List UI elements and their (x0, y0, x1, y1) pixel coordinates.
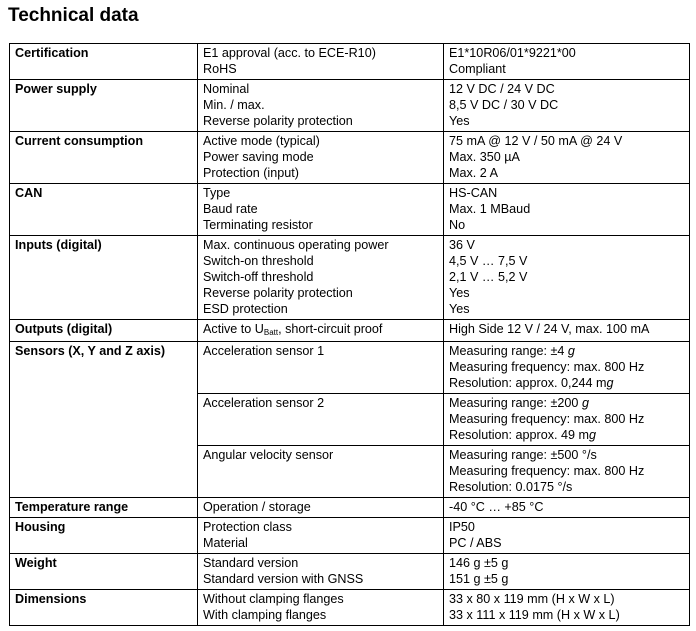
sensor-name: Acceleration sensor 2 (198, 394, 444, 446)
row-category: Inputs (digital) (10, 236, 198, 320)
sensor-specs: Measuring range: ±4 g Measuring frequency: max. 800 Hz Resolution: approx. 0,244 mg (444, 342, 690, 394)
table-row (10, 342, 690, 394)
row-category: Dimensions (10, 590, 198, 626)
sensor-name: Angular velocity sensor (198, 446, 444, 498)
row-category: Power supply (10, 80, 198, 132)
table-row (10, 320, 690, 342)
row-values: 12 V DC / 24 V DC 8,5 V DC / 30 V DC Yes (444, 80, 690, 132)
row-category: Sensors (X, Y and Z axis) (10, 342, 198, 498)
row-values: High Side 12 V / 24 V, max. 100 mA (444, 320, 690, 342)
row-category: Temperature range (10, 498, 198, 518)
row-parameters: Operation / storage (198, 498, 444, 518)
table-row (10, 184, 690, 236)
page-title: Technical data (8, 5, 139, 26)
row-values: IP50 PC / ABS (444, 518, 690, 554)
table-row (10, 80, 690, 132)
row-parameters: Max. continuous operating power Switch-on threshold Switch-off threshold Reverse polarity protection ESD protection (198, 236, 444, 320)
row-values: E1*10R06/01*9221*00 Compliant (444, 44, 690, 80)
row-parameters: Protection class Material (198, 518, 444, 554)
row-category: Weight (10, 554, 198, 590)
row-values: 146 g ±5 g 151 g ±5 g (444, 554, 690, 590)
table-row (10, 554, 690, 590)
table-row (10, 132, 690, 184)
row-parameters: Active mode (typical) Power saving mode Protection (input) (198, 132, 444, 184)
sensor-specs: Measuring range: ±200 g Measuring frequency: max. 800 Hz Resolution: approx. 49 mg (444, 394, 690, 446)
row-values: 33 x 80 x 119 mm (H x W x L) 33 x 111 x 119 mm (H x W x L) (444, 590, 690, 626)
row-parameters: E1 approval (acc. to ECE-R10) RoHS (198, 44, 444, 80)
row-parameters: Nominal Min. / max. Reverse polarity protection (198, 80, 444, 132)
table-row (10, 518, 690, 554)
row-parameters: Without clamping flanges With clamping flanges (198, 590, 444, 626)
row-values: 75 mA @ 12 V / 50 mA @ 24 V Max. 350 µA Max. 2 A (444, 132, 690, 184)
row-parameters: Standard version Standard version with GNSS (198, 554, 444, 590)
row-category: Certification (10, 44, 198, 80)
table-row (10, 44, 690, 80)
sensor-specs: Measuring range: ±500 °/s Measuring frequency: max. 800 Hz Resolution: 0.0175 °/s (444, 446, 690, 498)
row-parameters: Active to UBatt, short-circuit proof (198, 320, 444, 342)
table-row (10, 498, 690, 518)
row-category: Outputs (digital) (10, 320, 198, 342)
table-row (10, 590, 690, 626)
sensor-name: Acceleration sensor 1 (198, 342, 444, 394)
row-values: 36 V 4,5 V … 7,5 V 2,1 V … 5,2 V Yes Yes (444, 236, 690, 320)
table-row (10, 236, 690, 320)
row-category: Housing (10, 518, 198, 554)
technical-data-table (9, 43, 690, 626)
subscript-batt: Batt (263, 328, 279, 337)
row-parameters: Type Baud rate Terminating resistor (198, 184, 444, 236)
row-category: Current consumption (10, 132, 198, 184)
row-category: CAN (10, 184, 198, 236)
row-values: HS-CAN Max. 1 MBaud No (444, 184, 690, 236)
row-values: -40 °C … +85 °C (444, 498, 690, 518)
